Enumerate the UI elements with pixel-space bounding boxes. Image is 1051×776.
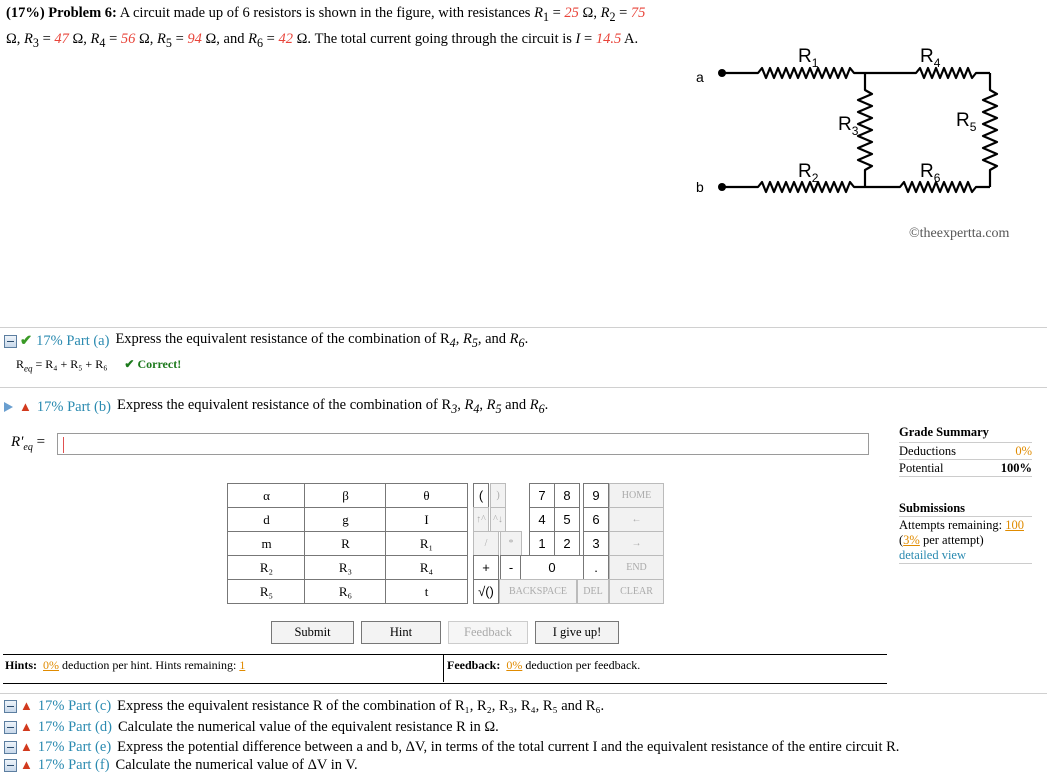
- r4-value: 56: [120, 30, 136, 47]
- keypad-key-8[interactable]: R₁: [385, 531, 468, 556]
- submissions-title: Submissions: [899, 501, 966, 515]
- operator-key-2[interactable]: ↑^: [473, 507, 489, 532]
- terminal-b: [718, 183, 726, 191]
- part-row[interactable]: [4, 717, 499, 737]
- keypad-key-1[interactable]: β: [304, 483, 387, 508]
- problem-heading: (17%) Problem 6:: [6, 5, 117, 21]
- deductions-value: 0%: [1015, 444, 1032, 458]
- decimal-key[interactable]: .: [583, 555, 609, 580]
- correct-badge: ✔ Correct!: [124, 357, 182, 371]
- operator-key-0[interactable]: (: [473, 483, 489, 508]
- divider: [0, 693, 1047, 694]
- clear-key[interactable]: CLEAR: [609, 579, 664, 604]
- collapse-icon[interactable]: [4, 700, 17, 713]
- feedback-info: Feedback: 0% deduction per feedback.: [447, 658, 641, 672]
- label-r5: $R_5$: [956, 110, 977, 134]
- keypad-key-9[interactable]: R₂: [227, 555, 306, 580]
- hint-button[interactable]: Hint: [361, 621, 441, 644]
- warning-icon: ▲: [20, 719, 33, 734]
- end-key[interactable]: END: [609, 555, 664, 580]
- operator-key-7[interactable]: -: [500, 555, 522, 580]
- warning-icon: ▲: [20, 739, 33, 754]
- warning-icon: ▲: [19, 399, 32, 414]
- keypad-key-7[interactable]: R: [304, 531, 387, 556]
- del-key[interactable]: DEL: [577, 579, 609, 604]
- grade-title: Grade Summary: [899, 425, 989, 439]
- part-a-label: 17% Part (a): [36, 332, 110, 349]
- part-a-answer: $R_{eq} = R_4 + R_5 + R_6$ ✔ Correct!: [16, 357, 182, 374]
- warning-icon: ▲: [20, 698, 33, 713]
- attempts-info: Attempts remaining: 100: [899, 516, 1032, 533]
- keypad-key-12[interactable]: R₅: [227, 579, 306, 604]
- operator-key-6[interactable]: +: [473, 555, 499, 580]
- part-text: Express the equivalent resistance R of the combination of R₁, R₂, R₃, R₄, R₅ and R₆.: [117, 697, 605, 714]
- keypad-key-11[interactable]: R₄: [385, 555, 468, 580]
- keypad-key-3[interactable]: d: [227, 507, 306, 532]
- left-arrow-key[interactable]: ←: [609, 507, 664, 532]
- wire-top: [722, 68, 990, 78]
- digit-key-7[interactable]: 7: [529, 483, 555, 508]
- terminal-a: [718, 69, 726, 77]
- digit-key-8[interactable]: 8: [554, 483, 580, 508]
- problem-text-1: A circuit made up of 6 resistors is shown in the figure, with resistances: [116, 5, 535, 21]
- operator-key-4[interactable]: /: [473, 531, 499, 556]
- label-b: b: [696, 179, 704, 195]
- label-r1: $R_1$: [798, 46, 819, 70]
- part-b-text: Express the equivalent resistance of the combination of $R_3$, $R_4$, $R_5$ and $R_6$.: [116, 397, 549, 416]
- label-r4: $R_4$: [920, 46, 941, 70]
- problem-statement: (17%) Problem 6: A circuit made up of 6 resistors is shown in the figure, with resistances $R_1 = 25$ Ω, $R_2 = 75$ Ω, $R_3 = 47$ Ω, $R_4 = 56$ Ω, $R_5 = 94$ Ω, and $R_6 = 42$ Ω. The total current going through the circuit is I = 14.5 A.: [6, 5, 646, 50]
- expand-icon[interactable]: [4, 402, 13, 412]
- keypad-key-6[interactable]: m: [227, 531, 306, 556]
- keypad-key-2[interactable]: θ: [385, 483, 468, 508]
- right-arrow-key[interactable]: →: [609, 531, 664, 556]
- grade-summary: Grade Summary Deductions 0% Potential 100% Submissions Attempts remaining: 100 (3% per attempt) detailed view: [899, 425, 1032, 562]
- home-key[interactable]: HOME: [609, 483, 664, 508]
- part-text: Calculate the numerical value of ΔV in V.: [115, 756, 358, 773]
- digit-key-2[interactable]: 2: [554, 531, 580, 556]
- collapse-icon[interactable]: [4, 741, 17, 754]
- circuit-diagram: [690, 40, 1000, 200]
- collapse-icon[interactable]: [4, 721, 17, 734]
- part-b-label: 17% Part (b): [36, 398, 111, 415]
- part-text: Calculate the numerical value of the equivalent resistance R in Ω.: [117, 718, 499, 735]
- part-label: 17% Part (f): [37, 756, 110, 773]
- part-row[interactable]: [4, 696, 604, 716]
- collapse-icon[interactable]: [4, 759, 17, 772]
- part-label: 17% Part (d): [37, 718, 112, 735]
- r1-value: 25: [564, 5, 579, 21]
- part-a-header[interactable]: [4, 331, 528, 351]
- digit-key-6[interactable]: 6: [583, 507, 609, 532]
- backspace-key[interactable]: BACKSPACE: [499, 579, 577, 604]
- text-cursor: [63, 437, 64, 453]
- answer-input[interactable]: [57, 433, 869, 455]
- part-label: 17% Part (e): [37, 738, 112, 755]
- digit-key-3[interactable]: 3: [583, 531, 609, 556]
- resistor-r5: [983, 73, 997, 187]
- give-up-button[interactable]: I give up!: [535, 621, 619, 644]
- hints-info: Hints: 0% deduction per hint. Hints remaining: 1: [5, 658, 246, 672]
- divider: [0, 387, 1047, 388]
- r5-value: 94: [187, 30, 202, 47]
- label-r2: $R_2$: [798, 161, 819, 185]
- digit-key-9[interactable]: 9: [583, 483, 609, 508]
- part-row[interactable]: [4, 755, 358, 775]
- submit-button[interactable]: Submit: [271, 621, 354, 644]
- operator-key-8[interactable]: √(): [473, 579, 499, 604]
- feedback-button[interactable]: Feedback: [448, 621, 528, 644]
- part-label: 17% Part (c): [37, 697, 112, 714]
- keypad-key-4[interactable]: g: [304, 507, 387, 532]
- input-label: $R'_{eq}$ =: [11, 434, 46, 453]
- wire-bottom: [722, 182, 990, 192]
- detailed-view-link[interactable]: detailed view: [899, 548, 1032, 564]
- part-row[interactable]: [4, 737, 899, 757]
- digit-key-1[interactable]: 1: [529, 531, 555, 556]
- keypad-key-13[interactable]: R₆: [304, 579, 387, 604]
- copyright-text: ©theexpertta.com: [909, 226, 1010, 241]
- r2-value: 75: [630, 5, 646, 21]
- part-a-text: Express the equivalent resistance of the combination of $R_4$, $R_5$, and $R_6$.: [115, 331, 529, 350]
- r6-value: 42: [278, 30, 293, 47]
- current-value: 14.5: [595, 30, 622, 47]
- divider: [0, 327, 1047, 328]
- per-attempt-info: (3% per attempt): [899, 533, 984, 547]
- digit-key-5[interactable]: 5: [554, 507, 580, 532]
- resistor-r3: [858, 73, 872, 187]
- label-a: a: [696, 69, 704, 85]
- part-b-header[interactable]: [4, 397, 548, 417]
- operator-key-1[interactable]: ): [490, 483, 506, 508]
- digit-key-4[interactable]: 4: [529, 507, 555, 532]
- digit-key-0[interactable]: 0: [520, 555, 584, 580]
- operator-key-3[interactable]: ^↓: [490, 507, 506, 532]
- check-icon: ✔: [20, 332, 33, 349]
- r3-value: 47: [54, 30, 69, 47]
- label-r3: $R_3$: [838, 114, 859, 138]
- label-r6: $R_6$: [920, 161, 941, 185]
- collapse-icon[interactable]: [4, 335, 17, 348]
- keypad-key-0[interactable]: α: [227, 483, 306, 508]
- keypad-key-10[interactable]: R₃: [304, 555, 387, 580]
- potential-value: 100%: [1000, 461, 1032, 475]
- keypad-key-5[interactable]: I: [385, 507, 468, 532]
- part-text: Express the potential difference between a and b, ΔV, in terms of the total current I and the equivalent resistance of the entire circuit R.: [117, 738, 900, 755]
- operator-key-5[interactable]: *: [500, 531, 522, 556]
- warning-icon: ▲: [20, 757, 33, 772]
- keypad-key-14[interactable]: t: [385, 579, 468, 604]
